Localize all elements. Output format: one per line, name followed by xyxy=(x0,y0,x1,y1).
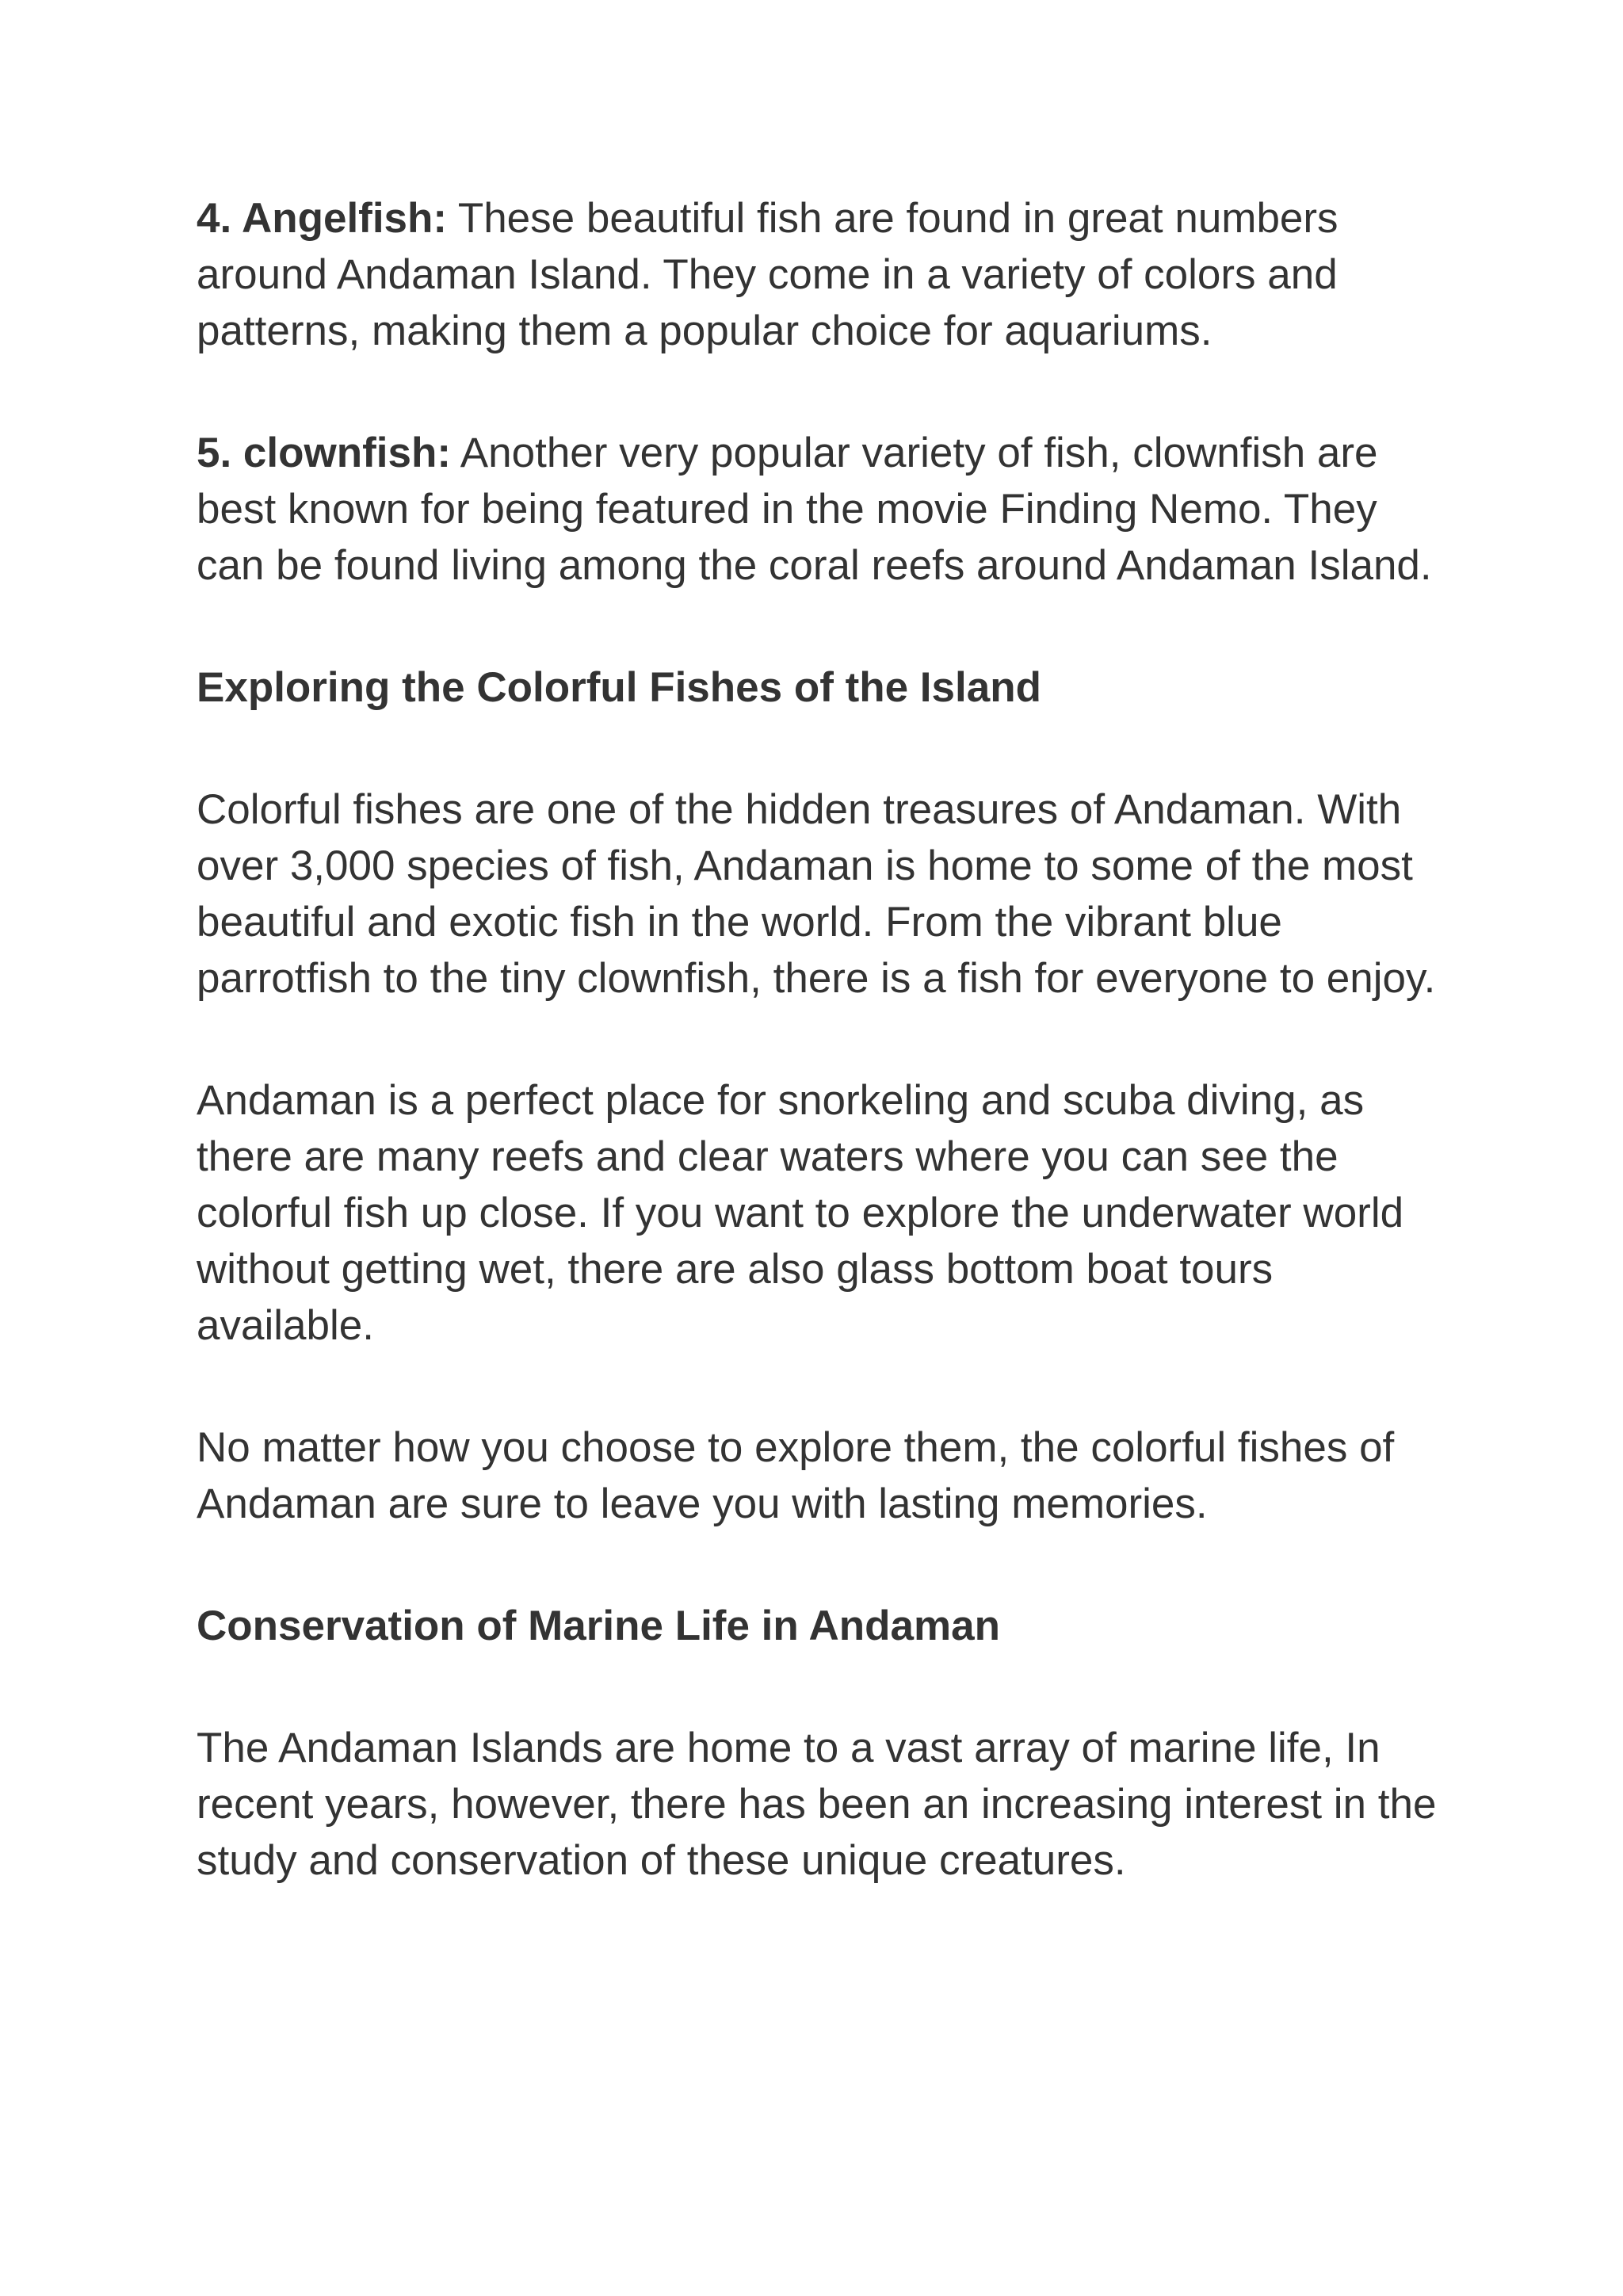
list-item-clownfish xyxy=(197,425,1449,594)
list-item-text: These beautiful fish are found in great numbers around Andaman Island. They come in a variety of colors and patterns, making them a popular choice for aquariums. xyxy=(197,195,1338,354)
list-item-angelfish xyxy=(197,190,1449,359)
section-heading-conservation: Conservation of Marine Life in Andaman xyxy=(197,1603,1000,1649)
paragraph: Colorful fishes are one of the hidden treasures of Andaman. With over 3,000 species of fish, Andaman is home to some of the most beautiful and exotic fish in the world. From the vibrant blue parrotfish to the tiny clownfish, there is a fish for everyone to enjoy. xyxy=(197,786,1436,1002)
section-heading-exploring: Exploring the Colorful Fishes of the Island xyxy=(197,664,1041,711)
paragraph: Andaman is a perfect place for snorkeling and scuba diving, as there are many reefs and clear waters where you can see the colorful fish up close. If you want to explore the underwater world without getting wet, there are also glass bottom boat tours available. xyxy=(197,1077,1404,1349)
list-item-label: 4. Angelfish: xyxy=(197,195,448,242)
paragraph: The Andaman Islands are home to a vast array of marine life, In recent years, however, there has been an increasing interest in the study and conservation of these unique creatures. xyxy=(197,1725,1437,1884)
paragraph: No matter how you choose to explore them, the colorful fishes of Andaman are sure to leave you with lasting memories. xyxy=(197,1424,1395,1527)
document-page xyxy=(197,190,1449,1889)
list-item-text: Another very popular variety of fish, clownfish are best known for being featured in the movie Finding Nemo. They can be found living among the coral reefs around Andaman Island. xyxy=(197,430,1432,589)
list-item-label: 5. clownfish: xyxy=(197,430,451,476)
